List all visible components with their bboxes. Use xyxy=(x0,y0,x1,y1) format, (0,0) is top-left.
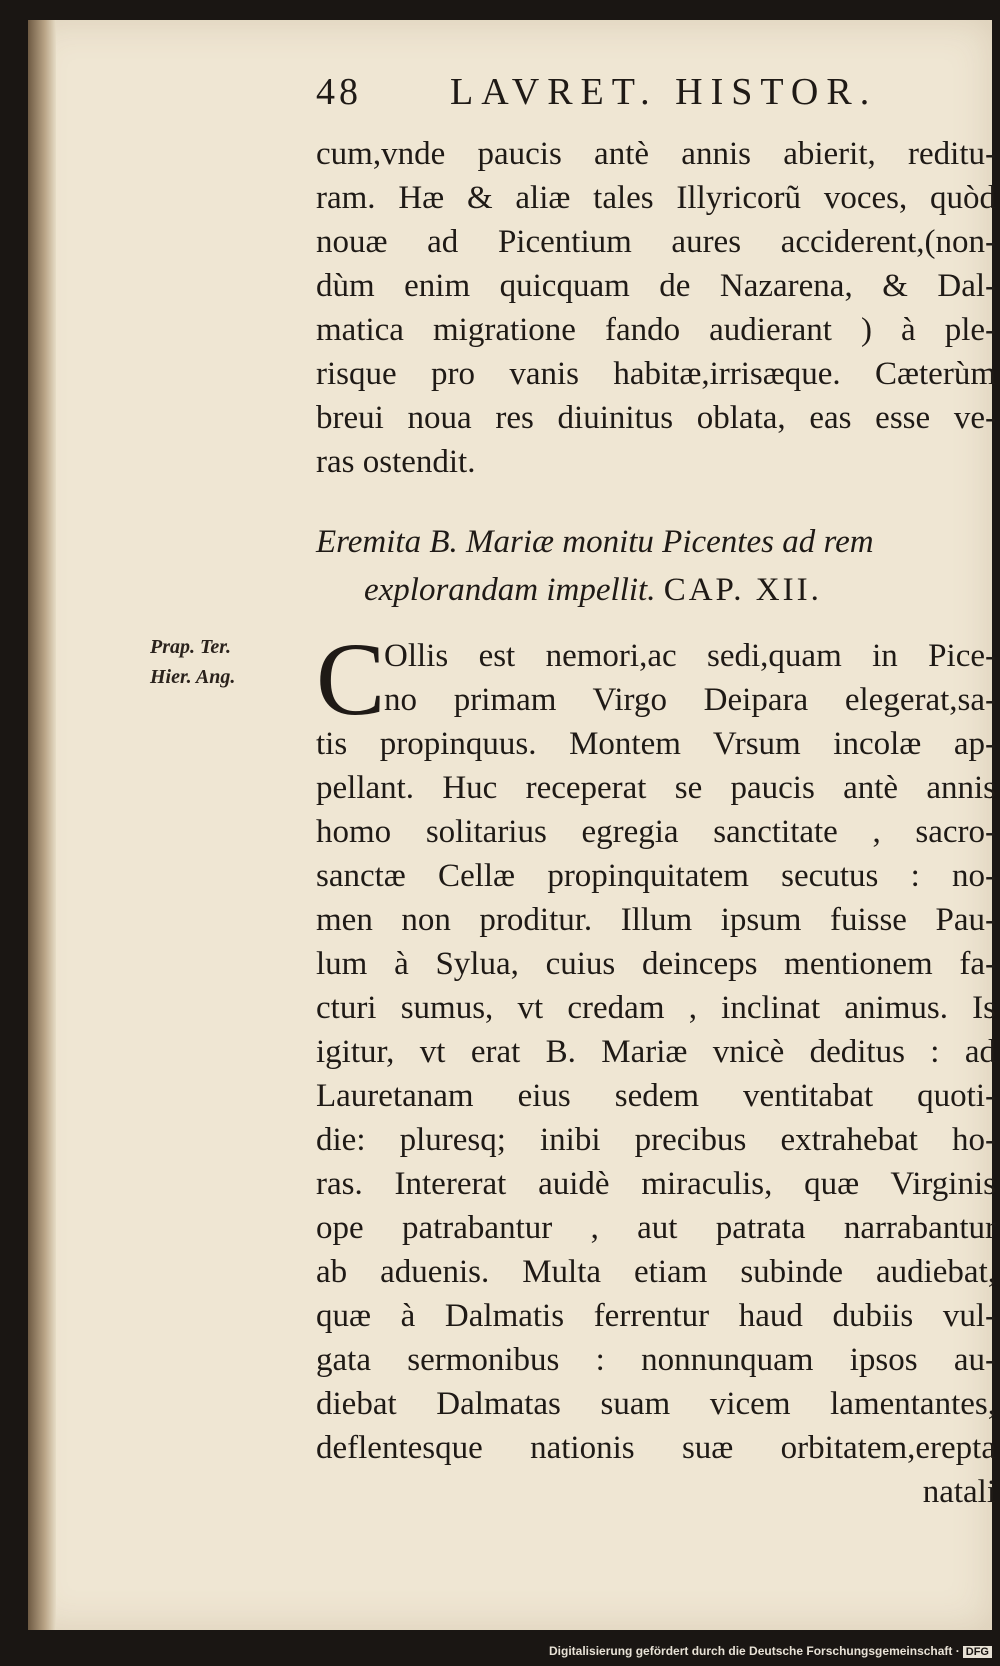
paragraph-1 xyxy=(316,132,996,484)
chapter-heading xyxy=(316,518,996,614)
text-line: diebat Dalmatas suam vicem lamentantes, xyxy=(316,1386,996,1422)
text-line: ope patrabantur , aut patrata narrabantur xyxy=(316,1210,996,1246)
text-line: die: pluresq; inibi precibus extrahebat ho- xyxy=(316,1122,996,1158)
text-line: quæ à Dalmatis ferrentur haud dubiis vul- xyxy=(316,1298,996,1334)
page-number: 48 xyxy=(316,71,362,113)
text-line: Ollis est nemori,ac sedi,quam in Pice- xyxy=(384,638,996,674)
digitization-footer: Digitalisierung gefördert durch die Deutsche Forschungsgemeinschaft · DFG xyxy=(549,1644,992,1658)
marginal-note-line-2: Hier. Ang. xyxy=(150,666,236,688)
chapter-heading-line-2 xyxy=(316,566,996,614)
paragraph-2 xyxy=(316,622,996,1514)
text-line: tis propinquus. Montem Vrsum incolæ ap- xyxy=(316,726,996,762)
footer-credit-text: Digitalisierung gefördert durch die Deutsche Forschungsgemeinschaft xyxy=(549,1644,953,1658)
text-line: ram. Hæ & aliæ tales Illyricorũ voces, quòd xyxy=(316,180,996,216)
text-line: pellant. Huc receperat se paucis antè annis xyxy=(316,770,996,806)
chapter-heading-line-1: Eremita B. Mariæ monitu Picentes ad rem xyxy=(316,524,874,560)
text-line: ab aduenis. Multa etiam subinde audiebat, xyxy=(316,1254,996,1290)
text-line: dùm enim quicquam de Nazarena, & Dal- xyxy=(316,268,996,304)
text-block xyxy=(316,70,996,1514)
text-line: ras. Intererat auidè miraculis, quæ Virginis xyxy=(316,1166,996,1202)
chapter-number: CAP. XII. xyxy=(663,572,822,608)
chapter-heading-text: explorandam impellit. xyxy=(364,572,656,608)
text-line: deflentesque nationis suæ orbitatem,erepta xyxy=(316,1430,996,1466)
text-line: sanctæ Cellæ propinquitatem secutus : no- xyxy=(316,858,996,894)
text-line: nouæ ad Picentium aures acciderent,(non- xyxy=(316,224,996,260)
text-line: risque pro vanis habitæ,irrisæque. Cæterùm xyxy=(316,356,996,392)
text-line: cturi sumus, vt credam , inclinat animus. Is xyxy=(316,990,996,1026)
catchword: natali xyxy=(922,1474,996,1510)
dfg-logo: DFG xyxy=(963,1646,992,1658)
text-line: igitur, vt erat B. Mariæ vnicè deditus : ad xyxy=(316,1034,996,1070)
text-line: homo solitarius egregia sanctitate , sacro- xyxy=(316,814,996,850)
text-line: no primam Virgo Deipara elegerat,sa- xyxy=(384,682,996,718)
text-line: gata sermonibus : nonnunquam ipsos au- xyxy=(316,1342,996,1378)
marginal-note xyxy=(150,632,235,692)
text-line: ras ostendit. xyxy=(316,444,476,480)
marginal-note-line-1: Prap. Ter. xyxy=(150,636,231,658)
running-head xyxy=(316,70,996,132)
drop-cap-initial: C xyxy=(316,622,386,737)
text-line: cum,vnde paucis antè annis abierit, reditu- xyxy=(316,136,996,172)
text-line: Lauretanam eius sedem ventitabat quoti- xyxy=(316,1078,996,1114)
page-spine xyxy=(28,20,56,1630)
text-line: breui noua res diuinitus oblata, eas esse ve- xyxy=(316,400,996,436)
running-title: LAVRET. HISTOR. xyxy=(450,71,878,113)
text-line: men non proditur. Illum ipsum fuisse Pau- xyxy=(316,902,996,938)
text-line: matica migratione fando audierant ) à ple- xyxy=(316,312,996,348)
text-line: lum à Sylua, cuius deinceps mentionem fa- xyxy=(316,946,996,982)
